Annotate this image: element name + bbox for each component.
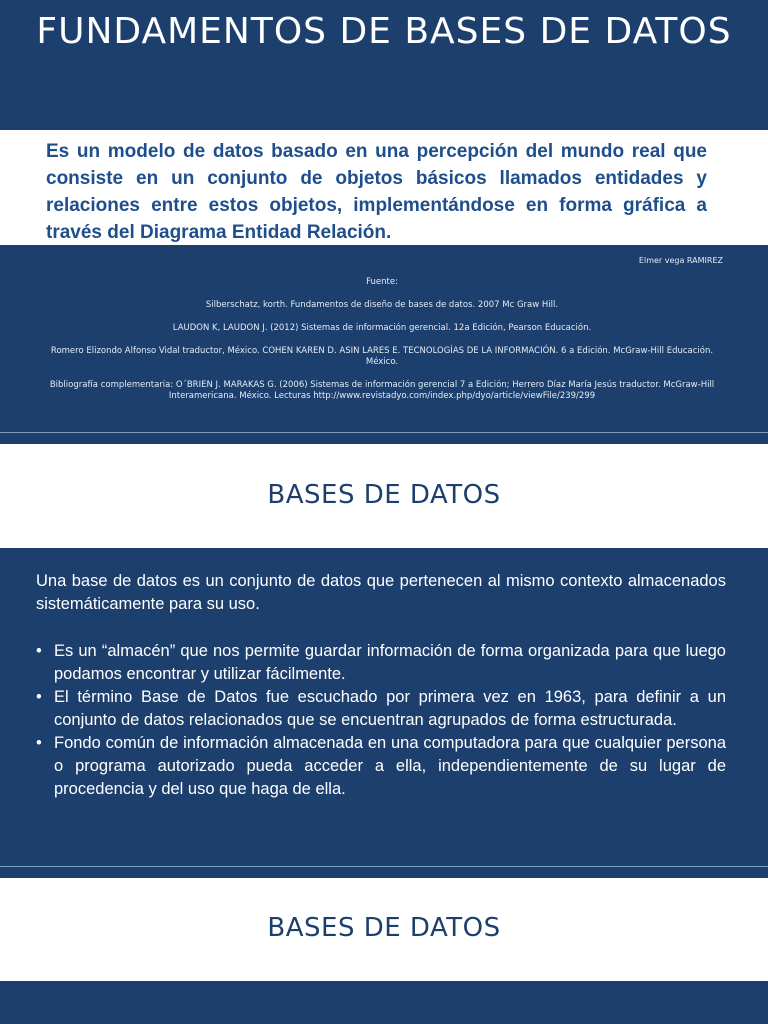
- bullet-dot: •: [36, 688, 42, 706]
- reference-item: LAUDON K, LAUDON J. (2012) Sistemas de información gerencial. 12a Edición, Pearson Educación.: [172, 323, 592, 333]
- slide1-definition: Es un modelo de datos basado en una percepción del mundo real que consiste en un conjunto de objetos básicos llamados entidades y relaciones entre estos objetos, implementándose en forma gráfica a través del Diagrama Entidad Relación.: [46, 141, 707, 243]
- slide1-references: [44, 277, 720, 414]
- bullet-text: El término Base de Datos fue escuchado por primera vez en 1963, para definir a un conjunto de datos relacionados que se encuentran agrupados de forma estructurada.: [54, 688, 726, 729]
- reference-item: Romero Elizondo Alfonso Vidal traductor, México. COHEN KAREN D. ASIN LARES E. TECNOLOGÍAS DE LA INFORMACIÓN. 6 a Edición. McGraw-Hill Educación. México.: [50, 346, 714, 367]
- slide3-title: BASES DE DATOS: [267, 913, 501, 943]
- slide1-definition-band: [0, 130, 768, 245]
- slide-separator: [0, 432, 768, 444]
- slide3-title-band: [0, 878, 768, 981]
- slide2-title: BASES DE DATOS: [267, 480, 501, 510]
- slide2-bullet-list: [36, 640, 726, 801]
- reference-item: Bibliografía complementaria: O´BRIEN J. MARAKAS G. (2006) Sistemas de información gerencial 7 a Edición; Herrero Díaz María Jesús traductor. McGraw-Hill Interamericana. México. Lecturas http://www.revistadyo.com/index.php/dyo/article/viewFile/239/299: [49, 380, 715, 401]
- bullet-text: Fondo común de información almacenada en una computadora para que cualquier persona o programa autorizado pueda acceder a ella, independientemente de su lugar de procedencia y del uso que haga de ella.: [54, 734, 726, 798]
- reference-item: Silberschatz, korth. Fundamentos de diseño de bases de datos. 2007 Mc Graw Hill.: [205, 300, 559, 310]
- bullet-dot: •: [36, 734, 42, 752]
- bullet-dot: •: [36, 642, 42, 660]
- reference-heading: Fuente:: [366, 277, 398, 287]
- slide1-author: Elmer vega RAMIREZ: [638, 256, 723, 265]
- slide1-title: FUNDAMENTOS DE BASES DE DATOS: [36, 11, 732, 52]
- separator-line: [0, 432, 768, 433]
- slide1-title-band: [0, 0, 768, 130]
- bullet-text: Es un “almacén” que nos permite guardar información de forma organizada para que luego podamos encontrar y utilizar fácilmente.: [54, 642, 726, 683]
- slide2-title-band: [0, 444, 768, 548]
- slide1-references-band: [0, 245, 768, 432]
- separator-line: [0, 866, 768, 867]
- slide-separator: [0, 866, 768, 878]
- bullet-item: [36, 732, 726, 801]
- slide2-content-band: [0, 548, 768, 866]
- slide3-content-band: [0, 981, 768, 1024]
- bullet-item: [36, 686, 726, 732]
- bullet-item: [36, 640, 726, 686]
- slide2-intro: Una base de datos es un conjunto de datos que pertenecen al mismo contexto almacenados sistemáticamente para su uso.: [36, 572, 726, 613]
